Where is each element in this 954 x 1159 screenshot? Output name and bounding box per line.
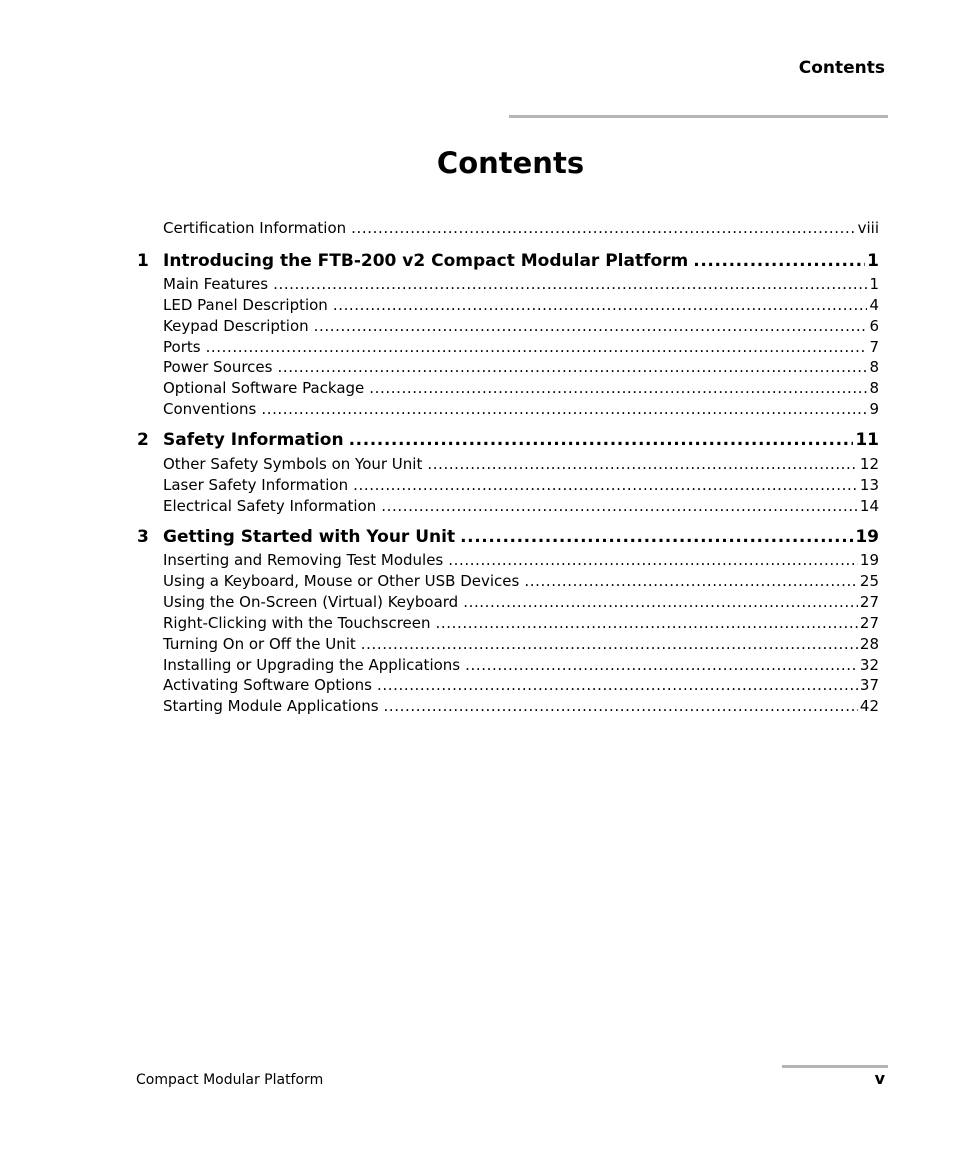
chapter-title: Safety Information bbox=[163, 430, 344, 450]
toc-entry-label: Main Features bbox=[163, 275, 269, 293]
dot-leader bbox=[377, 675, 858, 696]
toc-page-number: 13 bbox=[859, 476, 879, 494]
toc-entry[interactable] bbox=[163, 655, 879, 676]
toc-entry-label: Certification Information bbox=[163, 219, 347, 237]
chapter-title: Introducing the FTB-200 v2 Compact Modular Platform bbox=[163, 251, 689, 271]
toc-page-number: 12 bbox=[859, 455, 879, 473]
toc-entry-label: Conventions bbox=[163, 400, 257, 418]
toc-entry[interactable] bbox=[163, 378, 879, 399]
toc-entry-label: Installing or Upgrading the Applications bbox=[163, 656, 461, 674]
toc-entry[interactable] bbox=[163, 316, 879, 337]
running-header: Contents bbox=[798, 58, 885, 78]
toc-page-number: 1 bbox=[869, 275, 879, 293]
toc-entry-label: Using a Keyboard, Mouse or Other USB Devices bbox=[163, 572, 520, 590]
dot-leader bbox=[465, 655, 858, 676]
dot-leader bbox=[436, 613, 858, 634]
toc-page-number: 32 bbox=[859, 656, 879, 674]
dot-leader bbox=[381, 496, 858, 517]
toc-entry-label: Optional Software Package bbox=[163, 379, 365, 397]
toc-page-number: 6 bbox=[869, 317, 879, 335]
toc-entry[interactable] bbox=[163, 550, 879, 571]
toc-entry-label: Using the On-Screen (Virtual) Keyboard bbox=[163, 593, 459, 611]
toc-page-number: 27 bbox=[859, 593, 879, 611]
toc-page-number: 8 bbox=[869, 358, 879, 376]
toc-entry[interactable] bbox=[163, 696, 879, 717]
toc-page-number: 19 bbox=[855, 527, 879, 547]
toc-entry[interactable] bbox=[163, 475, 879, 496]
footer-rule bbox=[782, 1065, 888, 1068]
dot-leader bbox=[273, 274, 867, 295]
toc-entry[interactable] bbox=[163, 337, 879, 358]
toc-page-number: 19 bbox=[859, 551, 879, 569]
dot-leader bbox=[693, 249, 865, 273]
toc-entry-certification[interactable] bbox=[163, 218, 879, 239]
toc-entry-label: Ports bbox=[163, 338, 201, 356]
toc-page-number: 1 bbox=[867, 251, 879, 271]
dot-leader bbox=[314, 316, 868, 337]
dot-leader bbox=[353, 475, 858, 496]
dot-leader bbox=[384, 696, 858, 717]
dot-leader bbox=[460, 525, 853, 549]
toc-page-number: 11 bbox=[855, 430, 879, 450]
toc-entry[interactable] bbox=[163, 399, 879, 420]
toc-entry[interactable] bbox=[163, 675, 879, 696]
page-title: Contents bbox=[436, 146, 585, 180]
toc-chapter-3[interactable] bbox=[137, 525, 879, 549]
toc-entry[interactable] bbox=[163, 274, 879, 295]
toc-entry[interactable] bbox=[163, 295, 879, 316]
toc-entry[interactable] bbox=[163, 357, 879, 378]
dot-leader bbox=[361, 634, 858, 655]
toc-page-number: 4 bbox=[869, 296, 879, 314]
toc-entry[interactable] bbox=[163, 571, 879, 592]
toc-page-number: 14 bbox=[859, 497, 879, 515]
footer-page-number: v bbox=[874, 1069, 885, 1088]
dot-leader bbox=[206, 337, 868, 358]
dot-leader bbox=[261, 399, 867, 420]
toc-entry-label: Turning On or Off the Unit bbox=[163, 635, 356, 653]
toc-page-number: 42 bbox=[859, 697, 879, 715]
toc-page-number: viii bbox=[857, 219, 879, 237]
toc-page-number: 27 bbox=[859, 614, 879, 632]
toc-entry[interactable] bbox=[163, 592, 879, 613]
chapter-title: Getting Started with Your Unit bbox=[163, 527, 456, 547]
toc-entry-label: Power Sources bbox=[163, 358, 273, 376]
chapter-number: 1 bbox=[137, 251, 149, 271]
toc-chapter-1[interactable] bbox=[137, 249, 879, 273]
toc-page-number: 25 bbox=[859, 572, 879, 590]
dot-leader bbox=[463, 592, 858, 613]
toc-entry-label: Inserting and Removing Test Modules bbox=[163, 551, 444, 569]
dot-leader bbox=[369, 378, 867, 399]
dot-leader bbox=[448, 550, 858, 571]
toc-page-number: 8 bbox=[869, 379, 879, 397]
toc-entry-label: Activating Software Options bbox=[163, 676, 372, 694]
toc-chapter-2[interactable] bbox=[137, 428, 879, 452]
chapter-number: 3 bbox=[137, 527, 149, 547]
toc-entry-label: Starting Module Applications bbox=[163, 697, 379, 715]
toc-entry-label: Other Safety Symbols on Your Unit bbox=[163, 455, 423, 473]
toc-entry-label: LED Panel Description bbox=[163, 296, 328, 314]
toc-page-number: 9 bbox=[869, 400, 879, 418]
dot-leader bbox=[333, 295, 868, 316]
dot-leader bbox=[349, 428, 854, 452]
toc-entry[interactable] bbox=[163, 634, 879, 655]
toc-page-number: 7 bbox=[869, 338, 879, 356]
toc-entry[interactable] bbox=[163, 613, 879, 634]
toc-entry[interactable] bbox=[163, 454, 879, 475]
header-rule bbox=[509, 115, 888, 118]
toc-entry-label: Electrical Safety Information bbox=[163, 497, 377, 515]
dot-leader bbox=[351, 218, 855, 239]
dot-leader bbox=[524, 571, 858, 592]
toc-page-number: 37 bbox=[859, 676, 879, 694]
chapter-number: 2 bbox=[137, 430, 149, 450]
toc-entry-label: Right-Clicking with the Touchscreen bbox=[163, 614, 431, 632]
toc-entry-label: Keypad Description bbox=[163, 317, 309, 335]
toc-entry-label: Laser Safety Information bbox=[163, 476, 349, 494]
toc-entry[interactable] bbox=[163, 496, 879, 517]
toc-page-number: 28 bbox=[859, 635, 879, 653]
dot-leader bbox=[277, 357, 867, 378]
dot-leader bbox=[427, 454, 858, 475]
footer-product-name: Compact Modular Platform bbox=[136, 1072, 324, 1088]
